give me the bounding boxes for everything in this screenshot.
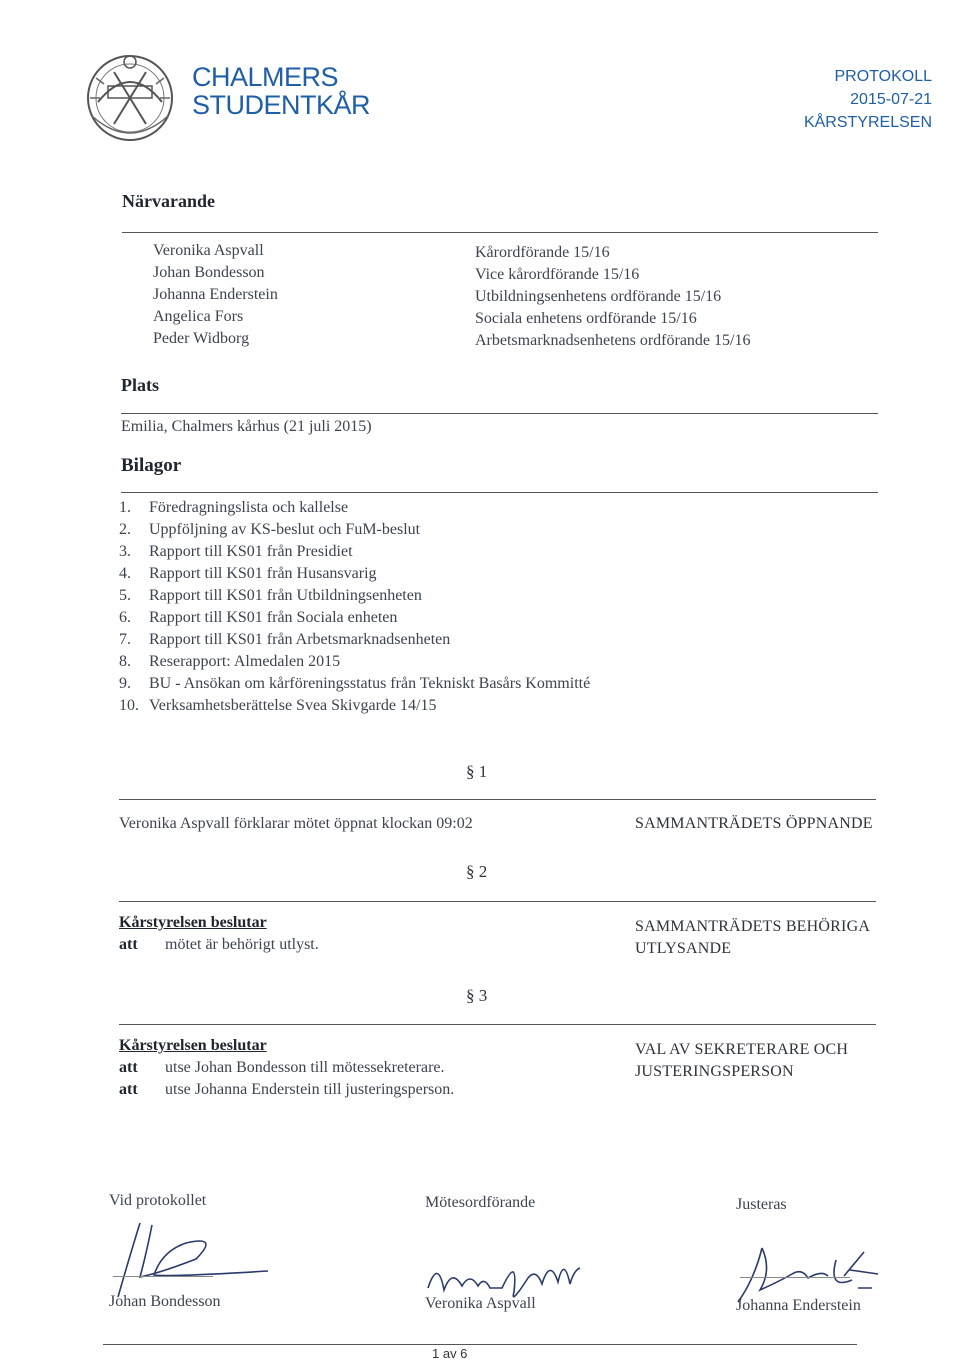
- attendee-name: Johan Bondesson: [153, 264, 265, 281]
- decision-item: att utse Johan Bondesson till mötessekreterare.: [119, 1059, 445, 1076]
- attendance-title: Närvarande: [122, 191, 215, 211]
- place-text: Emilia, Chalmers kårhus (21 juli 2015): [121, 418, 372, 435]
- doc-body: KÅRSTYRELSEN: [803, 114, 932, 131]
- attendee-role: Vice kårordförande 15/16: [475, 266, 640, 283]
- attendee-role: Arbetsmarknadsenhetens ordförande 15/16: [475, 332, 751, 349]
- decision-label: Kårstyrelsen beslutar: [119, 1037, 267, 1054]
- list-item: 10. Verksamhetsberättelse Svea Skivgarde 14/15: [119, 697, 437, 714]
- decision-block: [119, 912, 319, 956]
- org-name-line2: STUDENTKÅR: [192, 90, 371, 120]
- signature-line: [740, 1277, 850, 1278]
- paragraph-text: Veronika Aspvall förklarar mötet öppnat klockan 09:02: [119, 815, 473, 832]
- attendee-name: Angelica Fors: [153, 308, 244, 325]
- paragraph-rule: [119, 799, 876, 800]
- attendee-name: Johanna Enderstein: [153, 286, 278, 303]
- signature-label: Mötesordförande: [425, 1194, 536, 1211]
- doc-type: PROTOKOLL: [834, 68, 932, 85]
- place-title: Plats: [121, 375, 159, 395]
- signature-label: Justeras: [736, 1196, 787, 1213]
- doc-date: 2015-07-21: [850, 91, 932, 108]
- signature-label: Vid protokollet: [109, 1192, 207, 1209]
- paragraph-side-title: SAMMANTRÄDETS BEHÖRIGA UTLYSANDE: [635, 918, 871, 957]
- list-item: 2. Uppföljning av KS-beslut och FuM-beslut: [119, 521, 421, 538]
- attendee-role: Sociala enhetens ordförande 15/16: [475, 310, 697, 327]
- decision-label: Kårstyrelsen beslutar: [119, 914, 267, 931]
- list-item: 4. Rapport till KS01 från Husansvarig: [119, 565, 377, 582]
- paragraph-heading: § 3: [466, 986, 488, 1005]
- footer-rule: [103, 1344, 857, 1345]
- list-item: 8. Reserapport: Almedalen 2015: [119, 653, 341, 670]
- signature-line: [113, 1276, 213, 1277]
- paragraph-side-title: VAL AV SEKRETERARE OCH JUSTERINGSPERSON: [635, 1041, 849, 1080]
- paragraph-side-title: SAMMANTRÄDETS ÖPPNANDE: [635, 815, 873, 832]
- attachments-list: [119, 497, 590, 717]
- attendee-role: Kårordförande 15/16: [475, 244, 610, 261]
- paragraph-rule: [119, 901, 876, 902]
- org-name-line1: CHALMERS: [192, 62, 339, 92]
- attendance-names: [153, 240, 278, 350]
- list-item: 7. Rapport till KS01 från Arbetsmarknadsenheten: [119, 631, 451, 648]
- attendee-name: Veronika Aspvall: [153, 242, 264, 259]
- list-item: 1. Föredragningslista och kallelse: [119, 499, 349, 516]
- chalmers-seal-icon: [78, 42, 182, 146]
- attendee-role: Utbildningsenhetens ordförande 15/16: [475, 288, 722, 305]
- list-item: 3. Rapport till KS01 från Presidiet: [119, 543, 353, 560]
- attachments-title: Bilagor: [121, 455, 182, 476]
- page-number: 1 av 6: [432, 1346, 468, 1361]
- decision-item: att mötet är behörigt utlyst.: [119, 936, 319, 953]
- place-rule: [121, 413, 878, 414]
- decision-block: [119, 1035, 454, 1101]
- signature-name: Johanna Enderstein: [736, 1297, 861, 1314]
- attachments-rule: [121, 492, 878, 493]
- attendee-name: Peder Widborg: [153, 330, 250, 347]
- list-item: 9. BU - Ansökan om kårföreningsstatus från Tekniskt Basårs Kommitté: [119, 675, 591, 692]
- paragraph-heading: § 2: [466, 862, 488, 881]
- signature-name: Veronika Aspvall: [425, 1295, 536, 1312]
- paragraph-rule: [119, 1024, 876, 1025]
- list-item: 6. Rapport till KS01 från Sociala enheten: [119, 609, 398, 626]
- attendance-roles: [475, 242, 750, 352]
- signature-name: Johan Bondesson: [109, 1293, 221, 1310]
- attendance-rule: [122, 232, 878, 233]
- paragraph-heading: § 1: [466, 762, 488, 781]
- list-item: 5. Rapport till KS01 från Utbildningsenheten: [119, 587, 422, 604]
- decision-item: att utse Johanna Enderstein till justeringsperson.: [119, 1081, 455, 1098]
